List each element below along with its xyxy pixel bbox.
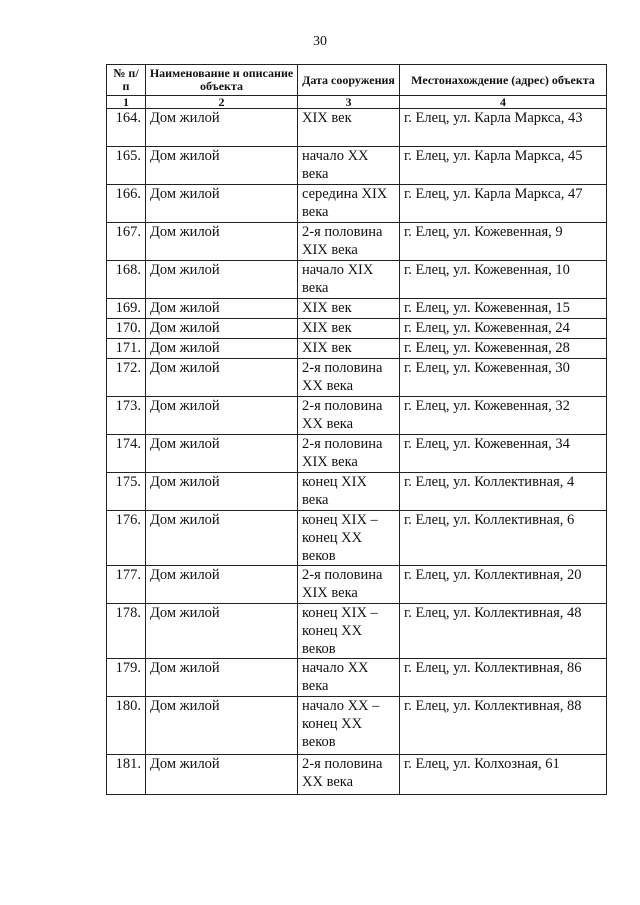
object-address: г. Елец, ул. Коллективная, 4: [400, 473, 607, 511]
page-number: 30: [313, 34, 327, 49]
object-name: Дом жилой: [146, 397, 298, 435]
object-name: Дом жилой: [146, 339, 298, 359]
header-date: Дата сооружения: [298, 65, 400, 96]
table-row: [107, 397, 607, 435]
construction-date: середина XIX века: [298, 185, 400, 223]
object-address: г. Елец, ул. Коллективная, 6: [400, 511, 607, 566]
header-name: Наименование и описание объекта: [146, 65, 298, 96]
column-number-row: [107, 96, 607, 109]
construction-date: конец XIX – конец XX веков: [298, 511, 400, 566]
object-name: Дом жилой: [146, 299, 298, 319]
object-name: Дом жилой: [146, 223, 298, 261]
row-number: 173.: [107, 397, 146, 435]
row-number: 164.: [107, 109, 146, 147]
object-name: Дом жилой: [146, 511, 298, 566]
construction-date: XIX век: [298, 339, 400, 359]
object-address: г. Елец, ул. Карла Маркса, 43: [400, 109, 607, 147]
object-address: г. Елец, ул. Кожевенная, 10: [400, 261, 607, 299]
row-number: 168.: [107, 261, 146, 299]
table-row: [107, 109, 607, 147]
row-number: 178.: [107, 604, 146, 659]
object-name: Дом жилой: [146, 261, 298, 299]
object-address: г. Елец, ул. Коллективная, 20: [400, 566, 607, 604]
object-address: г. Елец, ул. Коллективная, 88: [400, 697, 607, 755]
construction-date: 2-я половина XX века: [298, 397, 400, 435]
construction-date: 2-я половина XIX века: [298, 223, 400, 261]
object-name: Дом жилой: [146, 604, 298, 659]
object-name: Дом жилой: [146, 109, 298, 147]
table-row: [107, 604, 607, 659]
column-number: 1: [107, 96, 146, 109]
row-number: 175.: [107, 473, 146, 511]
construction-date: конец XIX – конец XX веков: [298, 604, 400, 659]
object-address: г. Елец, ул. Коллективная, 48: [400, 604, 607, 659]
row-number: 176.: [107, 511, 146, 566]
table-row: [107, 755, 607, 795]
construction-date: начало XX века: [298, 659, 400, 697]
object-address: г. Елец, ул. Кожевенная, 24: [400, 319, 607, 339]
table-header-row: [107, 65, 607, 96]
row-number: 170.: [107, 319, 146, 339]
object-address: г. Елец, ул. Карла Маркса, 45: [400, 147, 607, 185]
table-row: [107, 339, 607, 359]
table-row: [107, 223, 607, 261]
heritage-objects-table: [106, 64, 607, 795]
construction-date: XIX век: [298, 319, 400, 339]
table-row: [107, 319, 607, 339]
object-address: г. Елец, ул. Кожевенная, 28: [400, 339, 607, 359]
header-address: Местонахождение (адрес) объекта: [400, 65, 607, 96]
row-number: 169.: [107, 299, 146, 319]
row-number: 180.: [107, 697, 146, 755]
object-address: г. Елец, ул. Кожевенная, 15: [400, 299, 607, 319]
row-number: 177.: [107, 566, 146, 604]
table-row: [107, 359, 607, 397]
construction-date: конец XIX века: [298, 473, 400, 511]
header-number: № п/п: [107, 65, 146, 96]
object-name: Дом жилой: [146, 319, 298, 339]
table-row: [107, 511, 607, 566]
column-number: 4: [400, 96, 607, 109]
object-name: Дом жилой: [146, 659, 298, 697]
object-address: г. Елец, ул. Кожевенная, 32: [400, 397, 607, 435]
object-address: г. Елец, ул. Коллективная, 86: [400, 659, 607, 697]
object-address: г. Елец, ул. Кожевенная, 9: [400, 223, 607, 261]
table-row: [107, 185, 607, 223]
table-row: [107, 435, 607, 473]
object-address: г. Елец, ул. Кожевенная, 34: [400, 435, 607, 473]
row-number: 181.: [107, 755, 146, 795]
object-address: г. Елец, ул. Кожевенная, 30: [400, 359, 607, 397]
construction-date: 2-я половина XIX века: [298, 566, 400, 604]
construction-date: начало XX – конец XX веков: [298, 697, 400, 755]
row-number: 172.: [107, 359, 146, 397]
row-number: 165.: [107, 147, 146, 185]
object-name: Дом жилой: [146, 473, 298, 511]
object-name: Дом жилой: [146, 755, 298, 795]
object-address: г. Елец, ул. Карла Маркса, 47: [400, 185, 607, 223]
object-name: Дом жилой: [146, 185, 298, 223]
column-number: 3: [298, 96, 400, 109]
construction-date: XIX век: [298, 109, 400, 147]
construction-date: 2-я половина XX века: [298, 359, 400, 397]
row-number: 174.: [107, 435, 146, 473]
object-name: Дом жилой: [146, 697, 298, 755]
object-address: г. Елец, ул. Колхозная, 61: [400, 755, 607, 795]
row-number: 166.: [107, 185, 146, 223]
table-row: [107, 147, 607, 185]
object-name: Дом жилой: [146, 566, 298, 604]
table-row: [107, 697, 607, 755]
construction-date: 2-я половина XX века: [298, 755, 400, 795]
object-name: Дом жилой: [146, 435, 298, 473]
row-number: 167.: [107, 223, 146, 261]
construction-date: начало XX века: [298, 147, 400, 185]
table-row: [107, 566, 607, 604]
table-row: [107, 659, 607, 697]
table-row: [107, 473, 607, 511]
table-row: [107, 261, 607, 299]
construction-date: 2-я половина XIX века: [298, 435, 400, 473]
construction-date: XIX век: [298, 299, 400, 319]
row-number: 179.: [107, 659, 146, 697]
construction-date: начало XIX века: [298, 261, 400, 299]
object-name: Дом жилой: [146, 147, 298, 185]
column-number: 2: [146, 96, 298, 109]
row-number: 171.: [107, 339, 146, 359]
object-name: Дом жилой: [146, 359, 298, 397]
table-row: [107, 299, 607, 319]
